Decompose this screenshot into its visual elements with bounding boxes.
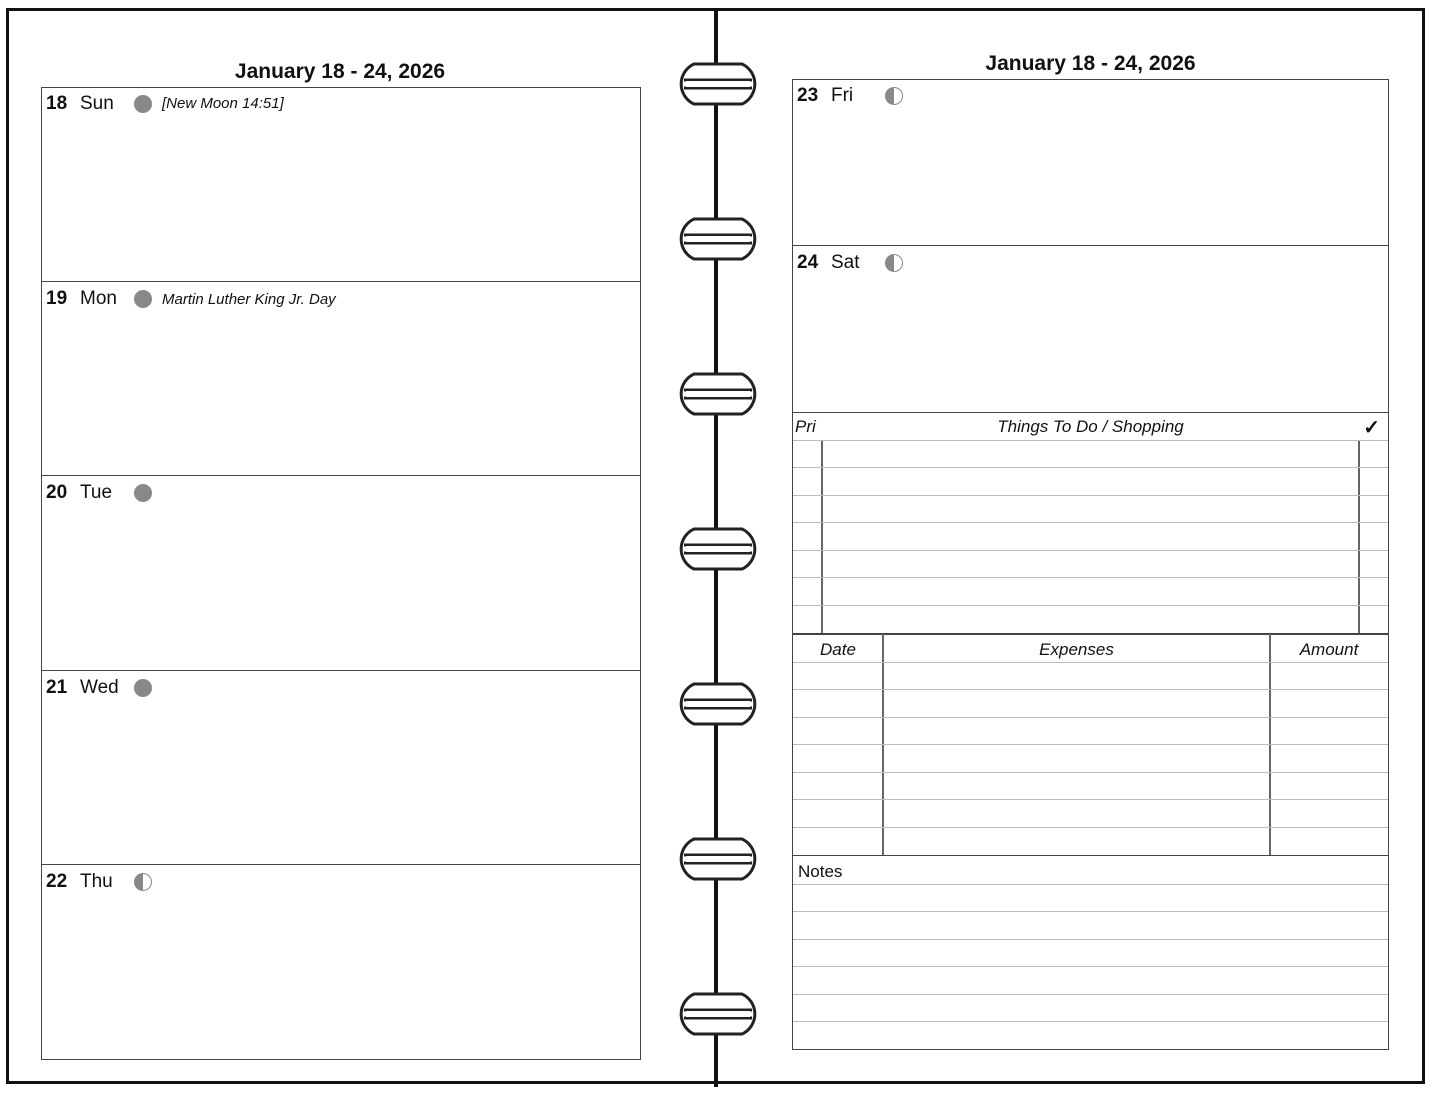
moon-phase-icon (134, 873, 152, 891)
day-cell-fri[interactable] (793, 79, 1388, 246)
day-name: Wed (80, 677, 119, 698)
notes-section[interactable] (792, 855, 1389, 1050)
rule-line (793, 440, 1388, 441)
binder-ring-icon (664, 60, 772, 108)
rule-line (793, 744, 1388, 745)
moon-phase-icon (134, 679, 152, 697)
binder-ring-icon (664, 835, 772, 883)
rule-line (793, 662, 1388, 663)
moon-phase-icon (134, 95, 152, 113)
rule-line (793, 1021, 1388, 1022)
day-note: [New Moon 14:51] (162, 95, 284, 112)
day-number: 21 (46, 677, 68, 698)
day-cell-wed[interactable] (42, 670, 640, 865)
moon-phase-icon (134, 484, 152, 502)
rule-line (793, 966, 1388, 967)
day-cell-thu[interactable] (42, 864, 640, 1060)
rule-line (793, 495, 1388, 496)
day-name: Sat (831, 252, 860, 273)
rule-line (793, 605, 1388, 606)
right-page-title: January 18 - 24, 2026 (985, 52, 1196, 75)
rule-line (793, 827, 1388, 828)
day-note: Martin Luther King Jr. Day (162, 290, 336, 308)
check-mark-icon: ✓ (1363, 417, 1380, 439)
amount-header: Amount (1299, 640, 1359, 659)
moon-phase-icon (885, 254, 903, 272)
rule-line (793, 939, 1388, 940)
binder-ring-icon (664, 370, 772, 418)
rule-line (793, 799, 1388, 800)
day-number: 20 (46, 482, 68, 503)
expenses-section[interactable] (792, 633, 1389, 856)
day-cell-tue[interactable] (42, 475, 640, 670)
day-name: Mon (80, 288, 117, 309)
day-name: Sun (80, 92, 114, 114)
day-cell-mon[interactable] (42, 281, 640, 476)
day-name: Tue (80, 482, 113, 503)
date-header: Date (820, 640, 856, 659)
rule-line (793, 467, 1388, 468)
day-number: 18 (46, 92, 68, 114)
day-number: 23 (797, 84, 819, 106)
moon-phase-icon (885, 87, 903, 105)
rule-line (793, 994, 1388, 995)
day-name: Thu (80, 871, 113, 892)
todo-section[interactable] (792, 412, 1389, 635)
todo-title: Things To Do / Shopping (997, 417, 1184, 436)
day-cell-sat[interactable] (793, 245, 1388, 412)
day-cell-sun[interactable] (42, 87, 640, 283)
priority-header: Pri (795, 417, 816, 436)
left-page-title: January 18 - 24, 2026 (234, 60, 446, 83)
rule-line (793, 522, 1388, 523)
expenses-header: Expenses (1039, 640, 1114, 659)
day-number: 22 (46, 871, 68, 892)
left-day-grid (41, 87, 641, 1060)
binder-ring-icon (664, 680, 772, 728)
binder-ring-icon (664, 525, 772, 573)
rule-line (793, 772, 1388, 773)
rule-line (793, 689, 1388, 690)
notes-label: Notes (798, 862, 843, 881)
day-number: 24 (797, 252, 819, 273)
binder-ring-icon (664, 215, 772, 263)
rule-line (793, 577, 1388, 578)
day-name: Fri (831, 84, 854, 106)
rule-line (793, 717, 1388, 718)
rule-line (793, 550, 1388, 551)
rule-line (793, 911, 1388, 912)
moon-phase-icon (134, 290, 152, 308)
day-number: 19 (46, 288, 68, 309)
rule-line (793, 884, 1388, 885)
binder-ring-icon (664, 990, 772, 1038)
right-day-grid (792, 79, 1389, 413)
